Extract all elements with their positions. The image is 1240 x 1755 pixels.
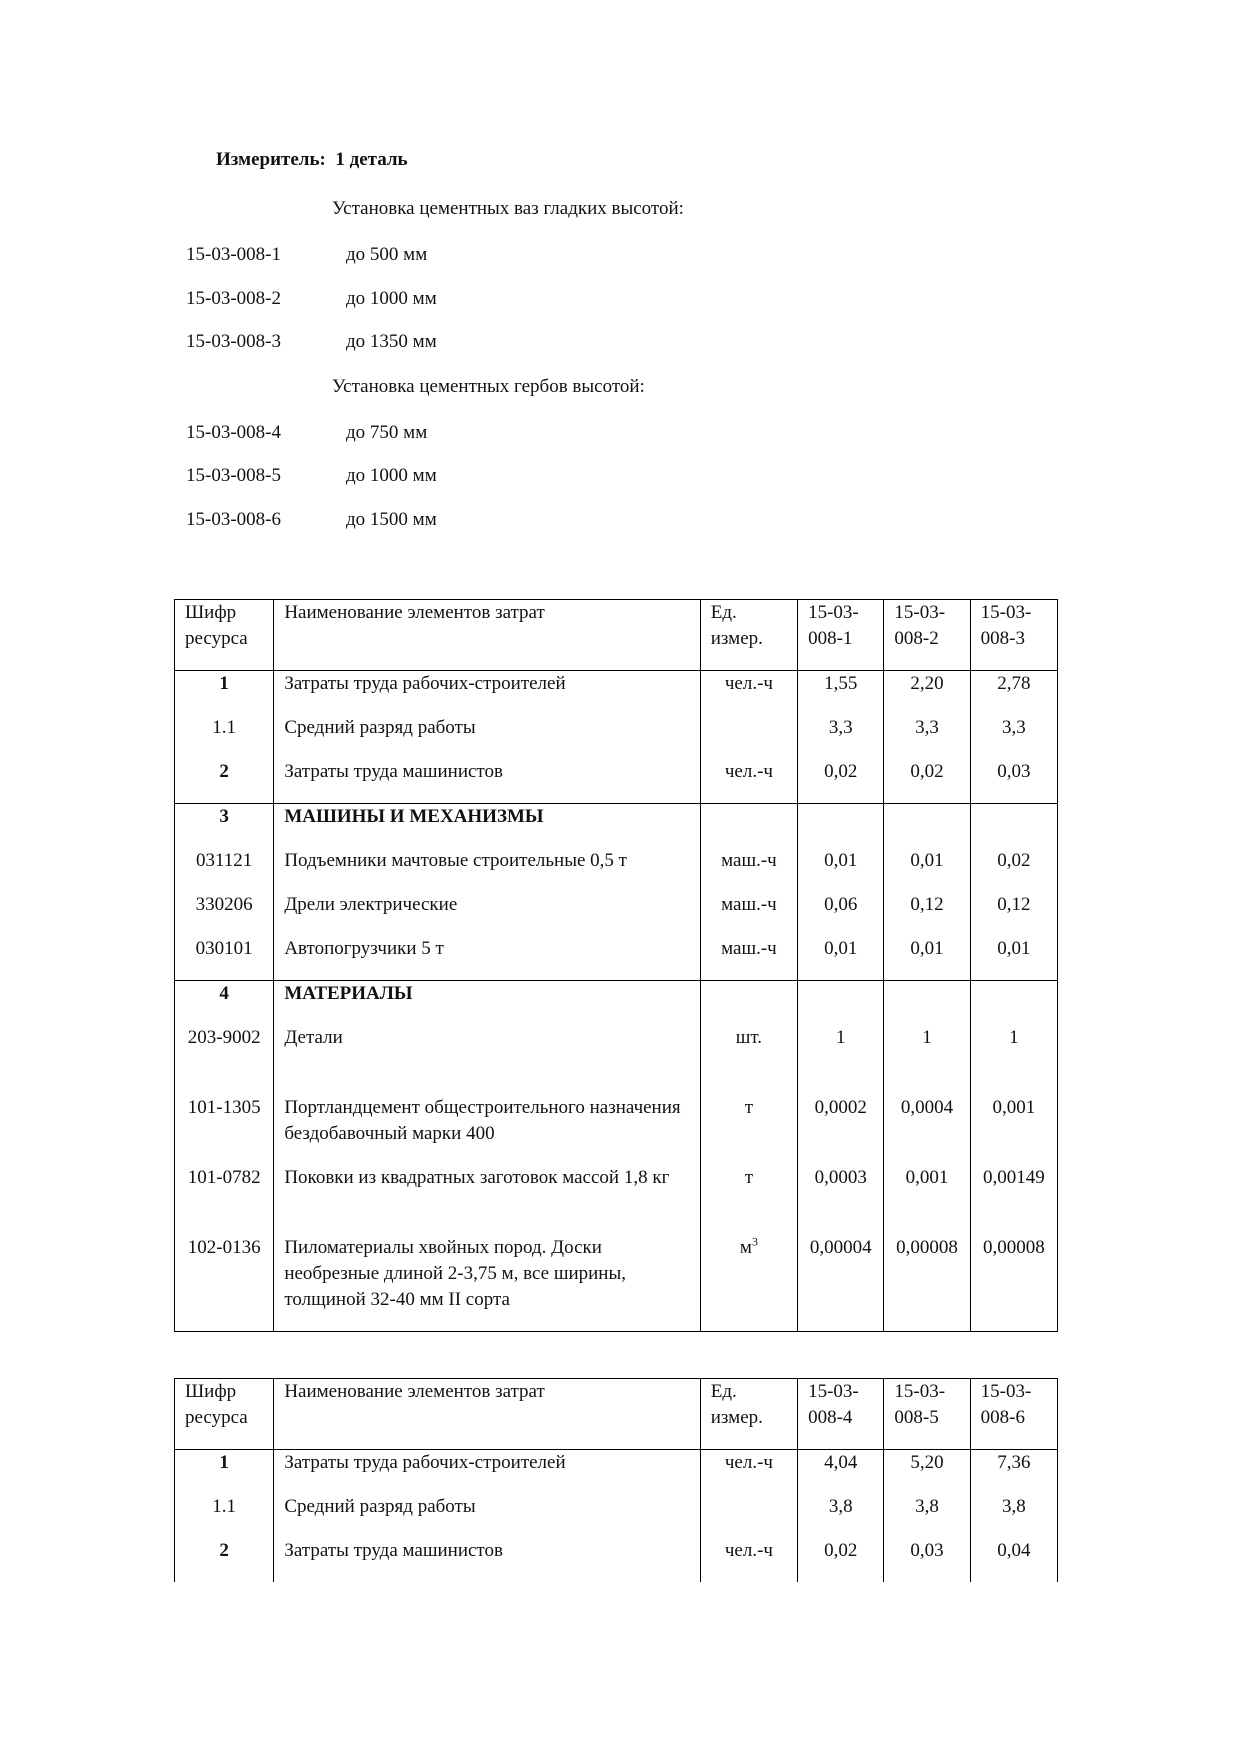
cell-value: 0,12 bbox=[970, 892, 1057, 936]
cell-value: 0,01 bbox=[798, 848, 884, 892]
table-header-row bbox=[175, 1379, 1058, 1450]
cell-value: 0,04 bbox=[970, 1538, 1057, 1582]
cell-value bbox=[970, 804, 1057, 849]
resource-table-1 bbox=[174, 599, 1058, 1332]
section-title: МАШИНЫ И МЕХАНИЗМЫ bbox=[274, 804, 700, 849]
cell-name: Затраты труда рабочих-строителей bbox=[274, 671, 700, 716]
table-row bbox=[175, 1450, 1058, 1495]
measure-label: Измеритель: bbox=[216, 149, 326, 170]
header-cell: Шифр ресурса bbox=[175, 1379, 274, 1450]
cell-value bbox=[798, 804, 884, 849]
item-label: до 1000 мм bbox=[346, 288, 437, 309]
cell-code: 102-0136 bbox=[175, 1235, 274, 1332]
cell-code: 031121 bbox=[175, 848, 274, 892]
cell-unit: маш.-ч bbox=[700, 892, 797, 936]
item-label: до 1350 мм bbox=[346, 331, 437, 352]
cell-value: 2,20 bbox=[884, 671, 970, 716]
cell-unit bbox=[700, 804, 797, 849]
cell-value: 1 bbox=[798, 1025, 884, 1095]
cell-value: 0,0002 bbox=[798, 1095, 884, 1165]
table-header-row bbox=[175, 600, 1058, 671]
cell-value: 0,03 bbox=[884, 1538, 970, 1582]
table-row bbox=[175, 1494, 1058, 1538]
cell-value: 3,3 bbox=[798, 715, 884, 759]
table-row bbox=[175, 1235, 1058, 1332]
measure-line bbox=[216, 147, 408, 174]
cell-value: 0,01 bbox=[884, 936, 970, 981]
item-label: до 1500 мм bbox=[346, 509, 437, 530]
cell-value: 0,00149 bbox=[970, 1165, 1057, 1235]
cell-code: 1.1 bbox=[175, 715, 274, 759]
cell-name: Поковки из квадратных заготовок массой 1,8 кг bbox=[274, 1165, 700, 1235]
cell-value: 0,01 bbox=[798, 936, 884, 981]
header-cell: 15-03-008-2 bbox=[884, 600, 970, 671]
cell-value: 0,00008 bbox=[884, 1235, 970, 1332]
header-cell: 15-03-008-4 bbox=[798, 1379, 884, 1450]
header-cell: Наименование элементов затрат bbox=[274, 600, 700, 671]
item-code: 15-03-008-2 bbox=[186, 288, 281, 309]
cell-value: 0,01 bbox=[884, 848, 970, 892]
resource-table-2 bbox=[174, 1378, 1058, 1582]
cell-value: 0,06 bbox=[798, 892, 884, 936]
group-title: Установка цементных гербов высотой: bbox=[332, 376, 645, 397]
cell-name: Пиломатериалы хвойных пород. Доски необрезные длиной 2-3,75 м, все ширины, толщиной 32-40 мм II сорта bbox=[274, 1235, 700, 1332]
cell-value: 1 bbox=[970, 1025, 1057, 1095]
cell-name: Детали bbox=[274, 1025, 700, 1095]
cell-unit: чел.-ч bbox=[700, 1450, 797, 1495]
cell-value: 3,8 bbox=[798, 1494, 884, 1538]
table-row bbox=[175, 1095, 1058, 1165]
table-row bbox=[175, 1165, 1058, 1235]
item-label: до 500 мм bbox=[346, 244, 428, 265]
table-row bbox=[175, 715, 1058, 759]
cell-value: 7,36 bbox=[970, 1450, 1057, 1495]
cell-value: 0,00008 bbox=[970, 1235, 1057, 1332]
item-label: до 750 мм bbox=[346, 422, 428, 443]
cell-value: 0,02 bbox=[798, 759, 884, 804]
cell-value: 0,02 bbox=[798, 1538, 884, 1582]
cell-unit: шт. bbox=[700, 1025, 797, 1095]
cell-value: 3,8 bbox=[884, 1494, 970, 1538]
cell-name: Дрели электрические bbox=[274, 892, 700, 936]
cell-unit: т bbox=[700, 1165, 797, 1235]
cell-code: 1 bbox=[175, 1450, 274, 1495]
cell-value: 4,04 bbox=[798, 1450, 884, 1495]
cell-value: 0,001 bbox=[970, 1095, 1057, 1165]
cell-code: 101-1305 bbox=[175, 1095, 274, 1165]
cell-name: Средний разряд работы bbox=[274, 715, 700, 759]
header-cell: 15-03-008-6 bbox=[970, 1379, 1057, 1450]
table-row bbox=[175, 804, 1058, 849]
cell-value bbox=[970, 981, 1057, 1026]
item-code: 15-03-008-3 bbox=[186, 331, 281, 352]
cell-name: Портландцемент общестроительного назначения бездобавочный марки 400 bbox=[274, 1095, 700, 1165]
cell-name: Подъемники мачтовые строительные 0,5 т bbox=[274, 848, 700, 892]
cell-value: 0,001 bbox=[884, 1165, 970, 1235]
cell-value: 0,12 bbox=[884, 892, 970, 936]
cell-value bbox=[798, 981, 884, 1026]
cell-value: 3,3 bbox=[884, 715, 970, 759]
cell-name: Затраты труда рабочих-строителей bbox=[274, 1450, 700, 1495]
cell-unit bbox=[700, 981, 797, 1026]
table-row bbox=[175, 671, 1058, 716]
cell-unit: $м^3$ bbox=[700, 1235, 797, 1332]
cell-code: 330206 bbox=[175, 892, 274, 936]
cell-code: 3 bbox=[175, 804, 274, 849]
cell-name: Средний разряд работы bbox=[274, 1494, 700, 1538]
header-cell: Наименование элементов затрат bbox=[274, 1379, 700, 1450]
cell-value: 0,0004 bbox=[884, 1095, 970, 1165]
cell-unit: чел.-ч bbox=[700, 671, 797, 716]
table-row bbox=[175, 936, 1058, 981]
cell-value: 0,0003 bbox=[798, 1165, 884, 1235]
cell-unit bbox=[700, 1494, 797, 1538]
cell-value bbox=[884, 981, 970, 1026]
table-row bbox=[175, 892, 1058, 936]
header-cell: 15-03-008-3 bbox=[970, 600, 1057, 671]
group-title: Установка цементных ваз гладких высотой: bbox=[332, 198, 684, 219]
cell-value bbox=[884, 804, 970, 849]
table-row bbox=[175, 1025, 1058, 1095]
cell-value: 0,01 bbox=[970, 936, 1057, 981]
cell-unit: чел.-ч bbox=[700, 759, 797, 804]
cell-code: 1 bbox=[175, 671, 274, 716]
cell-value: 0,02 bbox=[970, 848, 1057, 892]
measure-value: 1 деталь bbox=[335, 149, 408, 170]
cell-value: 3,3 bbox=[970, 715, 1057, 759]
cell-value: 0,00004 bbox=[798, 1235, 884, 1332]
cell-name: Затраты труда машинистов bbox=[274, 1538, 700, 1582]
cell-unit: маш.-ч bbox=[700, 848, 797, 892]
section-title: МАТЕРИАЛЫ bbox=[274, 981, 700, 1026]
cell-code: 030101 bbox=[175, 936, 274, 981]
cell-value: 0,02 bbox=[884, 759, 970, 804]
cell-unit: маш.-ч bbox=[700, 936, 797, 981]
table-row bbox=[175, 759, 1058, 804]
cell-code: 2 bbox=[175, 759, 274, 804]
cell-code: 1.1 bbox=[175, 1494, 274, 1538]
cell-code: 2 bbox=[175, 1538, 274, 1582]
item-label: до 1000 мм bbox=[346, 465, 437, 486]
cell-value: 1 bbox=[884, 1025, 970, 1095]
item-code: 15-03-008-5 bbox=[186, 465, 281, 486]
cell-name: Автопогрузчики 5 т bbox=[274, 936, 700, 981]
item-code: 15-03-008-1 bbox=[186, 244, 281, 265]
cell-value: 2,78 bbox=[970, 671, 1057, 716]
cell-unit: т bbox=[700, 1095, 797, 1165]
header-cell: Ед. измер. bbox=[700, 600, 797, 671]
header-cell: Ед. измер. bbox=[700, 1379, 797, 1450]
cell-code: 4 bbox=[175, 981, 274, 1026]
header-cell: 15-03-008-1 bbox=[798, 600, 884, 671]
header-cell: Шифр ресурса bbox=[175, 600, 274, 671]
cell-value: 1,55 bbox=[798, 671, 884, 716]
cell-value: 3,8 bbox=[970, 1494, 1057, 1538]
cell-unit: чел.-ч bbox=[700, 1538, 797, 1582]
item-code: 15-03-008-4 bbox=[186, 422, 281, 443]
table-row bbox=[175, 1538, 1058, 1582]
table-row bbox=[175, 981, 1058, 1026]
cell-value: 5,20 bbox=[884, 1450, 970, 1495]
cell-unit bbox=[700, 715, 797, 759]
table-row bbox=[175, 848, 1058, 892]
cell-name: Затраты труда машинистов bbox=[274, 759, 700, 804]
header-cell: 15-03-008-5 bbox=[884, 1379, 970, 1450]
cell-code: 203-9002 bbox=[175, 1025, 274, 1095]
item-code: 15-03-008-6 bbox=[186, 509, 281, 530]
cell-code: 101-0782 bbox=[175, 1165, 274, 1235]
cell-value: 0,03 bbox=[970, 759, 1057, 804]
